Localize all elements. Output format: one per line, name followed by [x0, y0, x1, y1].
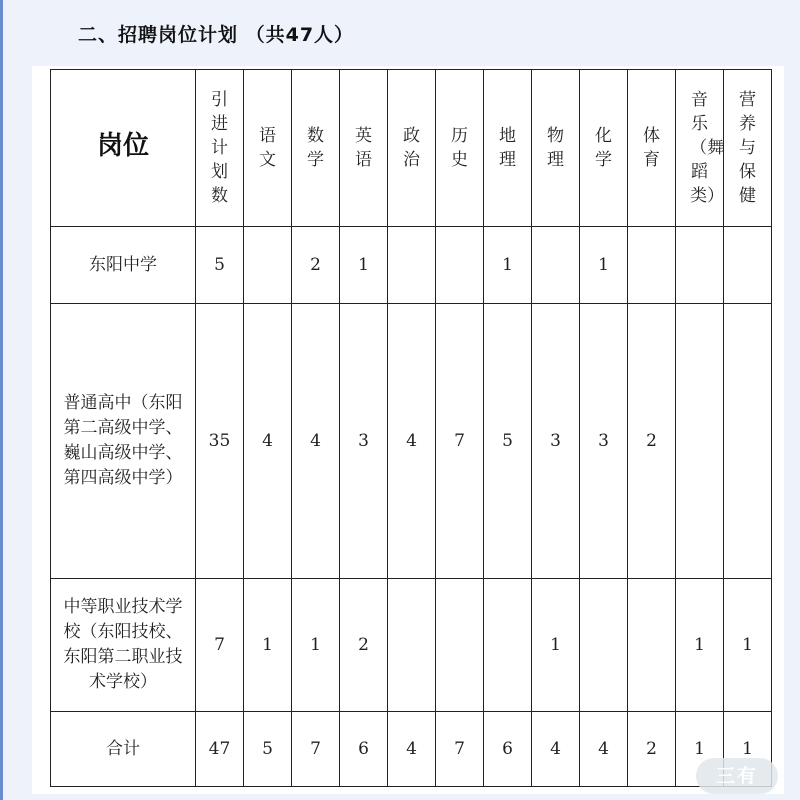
table-cell: 5: [244, 712, 292, 787]
table-cell: 4: [388, 712, 436, 787]
table-cell: 1: [292, 579, 340, 712]
table-cell: 7: [292, 712, 340, 787]
header-plan-count: 引进计划数: [196, 70, 244, 227]
table-cell: 2: [292, 227, 340, 304]
header-subject: 数学: [292, 70, 340, 227]
table-cell: [724, 227, 772, 304]
table-cell: 2: [628, 712, 676, 787]
header-subject: 英语: [340, 70, 388, 227]
table-cell: 1: [676, 712, 724, 787]
table-cell: [388, 227, 436, 304]
table-total-row: [51, 712, 772, 787]
table-cell: 5: [484, 304, 532, 579]
table-cell: 1: [484, 227, 532, 304]
row-post-name: 中等职业技术学校（东阳技校、东阳第二职业技术学校）: [51, 579, 196, 712]
table-cell: [628, 227, 676, 304]
table-cell: [388, 579, 436, 712]
header-subject: 物理: [532, 70, 580, 227]
table-cell: [628, 579, 676, 712]
table-cell: 3: [580, 304, 628, 579]
header-subject: 化学: [580, 70, 628, 227]
header-subject: 营养与保健: [724, 70, 772, 227]
header-subject: 体育: [628, 70, 676, 227]
section-title: 二、招聘岗位计划 （共47人）: [78, 24, 355, 46]
table-cell: 2: [628, 304, 676, 579]
table-cell: [436, 227, 484, 304]
table-row: [51, 227, 772, 304]
table-cell: [580, 579, 628, 712]
table-cell: 4: [244, 304, 292, 579]
row-post-name: 东阳中学: [51, 227, 196, 304]
table-header-row: [51, 70, 772, 227]
table-cell: 1: [724, 712, 772, 787]
table-cell: [436, 579, 484, 712]
header-subject: 地理: [484, 70, 532, 227]
row-total: 35: [196, 304, 244, 579]
recruitment-plan-table: [50, 69, 772, 787]
table-cell: 4: [388, 304, 436, 579]
row-total: 7: [196, 579, 244, 712]
table-cell: 6: [340, 712, 388, 787]
table-cell: [724, 304, 772, 579]
row-total: 5: [196, 227, 244, 304]
table-row: [51, 579, 772, 712]
table-cell: 7: [436, 712, 484, 787]
table-cell: 2: [340, 579, 388, 712]
table-cell: [244, 227, 292, 304]
table-cell: 1: [244, 579, 292, 712]
table-cell: [532, 227, 580, 304]
watermark-logo: 三有: [696, 758, 778, 794]
table-cell: 7: [436, 304, 484, 579]
table-cell: 1: [532, 579, 580, 712]
table-cell: 1: [340, 227, 388, 304]
header-subject: 语文: [244, 70, 292, 227]
row-total: 47: [196, 712, 244, 787]
row-post-name: 普通高中（东阳第二高级中学、巍山高级中学、第四高级中学）: [51, 304, 196, 579]
header-subject: 政治: [388, 70, 436, 227]
table-cell: 3: [532, 304, 580, 579]
table-cell: 4: [292, 304, 340, 579]
table-cell: [676, 304, 724, 579]
table-cell: 4: [580, 712, 628, 787]
table-cell: [484, 579, 532, 712]
header-subject: 历史: [436, 70, 484, 227]
header-post: 岗位: [51, 70, 196, 227]
table-row: [51, 304, 772, 579]
table-cell: 1: [676, 579, 724, 712]
table-cell: 4: [532, 712, 580, 787]
table-cell: 3: [340, 304, 388, 579]
table-cell: 1: [724, 579, 772, 712]
table-cell: 1: [580, 227, 628, 304]
table-cell: [676, 227, 724, 304]
row-post-name: 合计: [51, 712, 196, 787]
table-cell: 6: [484, 712, 532, 787]
header-subject: 音乐（舞蹈类）: [676, 70, 724, 227]
